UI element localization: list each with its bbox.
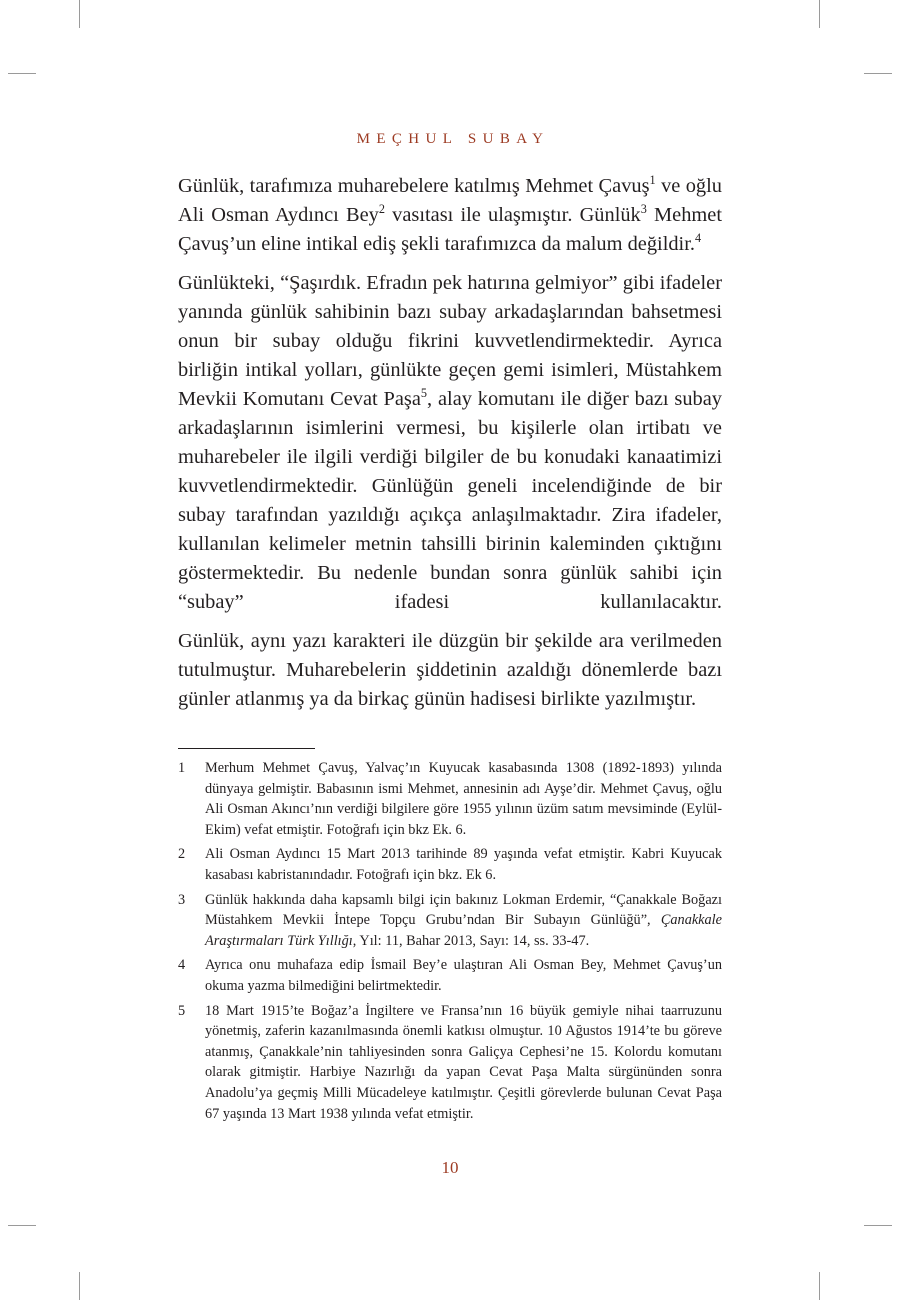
footnote-text [205,758,722,840]
text-run: , alay komutanı ile diğer bazı subay arkadaşlarının isimlerini vermesi, bu kişilerle olan irtibatı ve muharebeler ile ilgili verdiği bilgiler de bu konudaki kanaatimizi kuvvetlendirmektedir. Günlüğün geneli incelendiğinde de bir subay tarafından yazıldığı açıkça anlaşılmaktadır. Zira ifadeler, kullanılan kelimeler metnin tahsilli birinin kaleminden çıktığını göstermektedir. Bu nedenle bundan sonra günlük sahibi için “subay” ifadesi kullanılacaktır. [178,388,722,613]
text-run: Mehmet Çavuş’un eline intikal ediş şekli tarafımızca da malum değildir. [178,204,722,255]
crop-mark [864,73,892,74]
footnote-ref: 2 [378,202,385,217]
footnote-ref: 3 [640,202,647,217]
body-text [178,172,722,724]
text-run: , Yıl: 11, Bahar 2013, Sayı: 14, ss. 33-47. [352,932,590,949]
page-number: 10 [441,1158,459,1177]
crop-mark [864,1225,892,1226]
footnote-text [205,1001,722,1125]
crop-mark [8,73,36,74]
text-run: Ali Osman Aydıncı 15 Mart 2013 tarihinde 89 yaşında vefat etmiştir. Kabri Kuyucak kasabası kabristanındadır. Fotoğrafı için bkz. Ek 6. [205,846,722,883]
text-run: vasıtası ile ulaşmıştır. Günlük [384,204,641,226]
footnote-number: 1 [178,760,186,776]
footnotes [178,758,722,1128]
footnote-number: 5 [178,1002,186,1019]
crop-mark [819,0,820,28]
crop-mark [8,1225,36,1226]
crop-mark [819,1272,820,1300]
crop-mark [79,0,80,28]
text-run: Günlük, aynı yazı karakteri ile düzgün bir şekilde ara verilmeden tutulmuştur. Muharebelerin şiddetinin azaldığı dönemlerde bazı günler atlanmış ya da birkaç günün hadisesi birlikte yazılmıştır. [178,630,722,710]
footnote-number: 2 [178,846,186,863]
footnote [178,844,722,885]
footnote [178,758,722,840]
italic-title: Çanakkale Araştırmaları Türk Yıllığı [205,912,722,949]
crop-mark [79,1272,80,1300]
paragraph-1 [178,172,722,259]
text-run: Ayrıca onu muhafaza edip İsmail Bey’e ulaştıran Ali Osman Bey, Mehmet Çavuş’un okuma yazma bilmediğini belirtmektedir. [205,957,722,994]
footnote [178,1001,722,1125]
text-run: Günlük hakkında daha kapsamlı bilgi için bakınız Lokman Erdemir, “Çanakkale Boğazı Müstahkem Mevkii İntepe Topçu Grubu’ndan Bir Subayın Günlüğü”, [205,891,722,929]
text-run: Günlükteki, “Şaşırdık. Efradın pek hatırına gelmiyor” gibi ifadeler yanında günlük sahibinin bazı subay arkadaşlarından bahsetmesi onun bir subay olduğu fikrini kuvvetlendirmektedir. Ayrıca birliğin intikal yolları, günlükte geçen gemi isimleri, Müstahkem Mevkii Komutanı Cevat Paşa [178,272,722,410]
footnote-number: 3 [178,891,186,908]
footnote [178,955,722,996]
footnote-text [205,844,722,885]
running-head: MEÇHUL SUBAY [356,131,550,147]
footnote-separator [178,748,315,749]
text-run: 18 Mart 1915’te Boğaz’a İngiltere ve Fransa’nın 16 büyük gemiyle nihai taarruzunu yönetmiş, zaferin kazanılmasında önemli katkısı olmuştur. 10 Ağustos 1914’te bu göreve atanmış, Çanakkale’nin tahliyesinden sonra Galiçya Cephesi’ne 15. Kolordu komutanı olarak gitmiştir. Harbiye Nazırlığı da yapan Cevat Paşa Malta sürgününden sonra Anadolu’ya geçmiş Milli Mücadeleye katılmıştır. Çeşitli görevlerde bulunan Cevat Paşa 67 yaşında 13 Mart 1938 yılında vefat etmiştir. [205,1002,722,1122]
footnote-number: 4 [178,957,186,974]
footnote-ref: 5 [420,386,428,401]
footnote-ref: 4 [694,231,702,246]
paragraph-3 [178,627,722,714]
footnote [178,890,722,952]
text-run: ve oğlu Ali Osman Aydıncı Bey [178,175,722,226]
paragraph-2 [178,269,722,617]
text-run: Günlük, tarafımıza muharebelere katılmış Mehmet Çavuş [178,175,650,197]
footnote-text [205,890,722,952]
footnote-ref: 1 [649,173,656,188]
footnote-text [205,955,722,996]
text-run: Merhum Mehmet Çavuş, Yalvaç’ın Kuyucak kasabasında 1308 (1892-1893) yılında dünyaya gelmiştir. Babasının ismi Mehmet, annesinin adı Ayşe’dir. Mehmet Çavuş, oğlu Ali Osman Akıncı’nın verdiği bilgilere göre 1955 yılının üzüm satım mevsiminde (Eylül-Ekim) vefat etmiştir. Fotoğrafı için bkz Ek. 6. [205,760,722,838]
